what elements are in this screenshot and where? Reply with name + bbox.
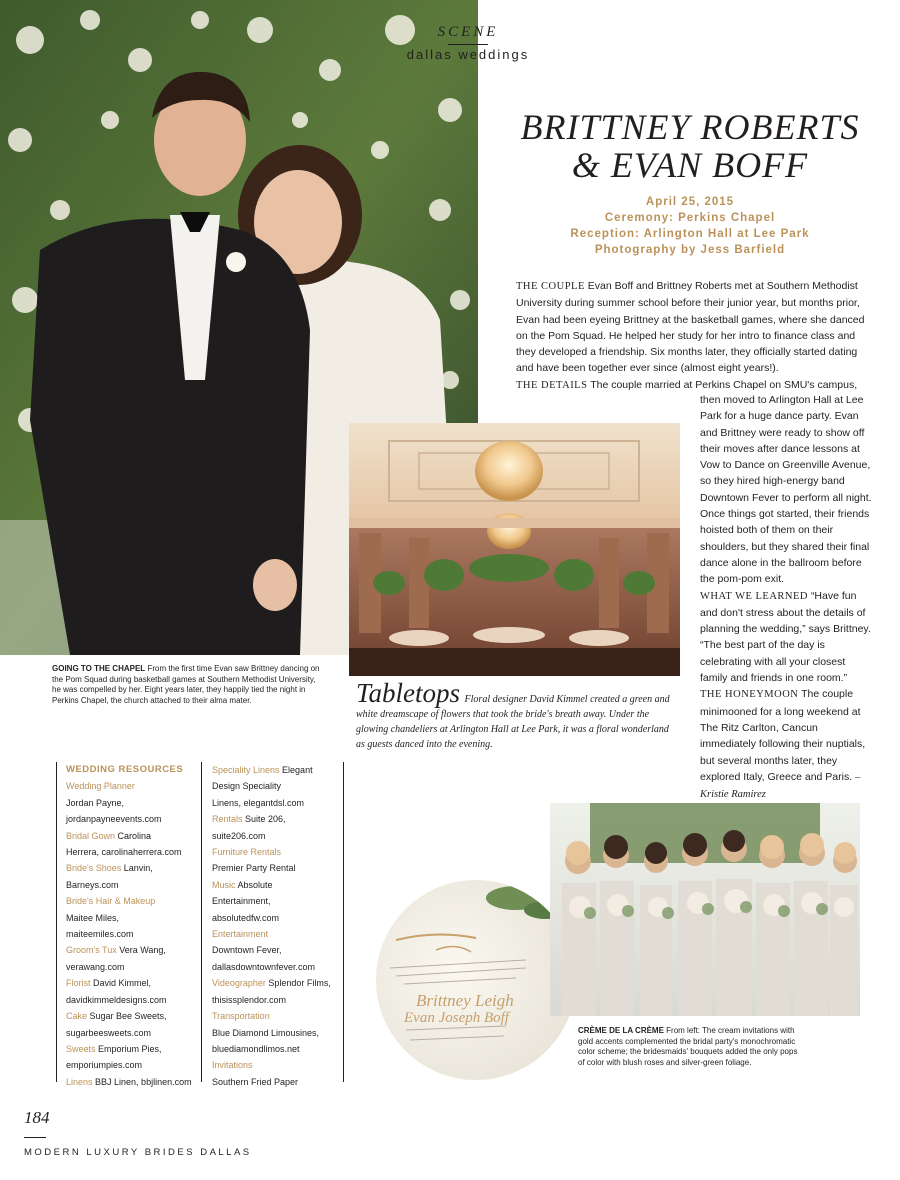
resource-line	[212, 992, 342, 1008]
resource-line	[66, 778, 198, 794]
resource-category: Videographer	[212, 978, 266, 989]
resource-category: Sweets	[66, 1043, 96, 1054]
resource-vendor: Jordan Payne,	[66, 797, 125, 808]
resource-vendor: Herrera, carolinaherrera.com	[66, 847, 182, 858]
section-mark	[396, 24, 540, 62]
resource-category: Cake	[66, 1011, 88, 1022]
resource-vendor: Barneys.com	[66, 879, 119, 890]
resource-category: Rentals	[212, 814, 243, 825]
chapel-caption-lead: GOING TO THE CHAPEL	[52, 664, 146, 673]
resources-column-2	[212, 762, 342, 1090]
event-photography: Photography by Jess Barfield	[594, 244, 786, 256]
resource-vendor: Splendor Films,	[265, 978, 331, 989]
resource-vendor: verawang.com	[66, 961, 125, 972]
resource-vendor: suite206.com	[212, 830, 266, 841]
resource-line	[66, 1025, 198, 1041]
invitation-groom-name: Evan Joseph Boff	[404, 1010, 509, 1026]
resource-line	[66, 1041, 198, 1057]
resource-line	[212, 942, 342, 958]
resource-line	[212, 1008, 342, 1024]
event-date: April 25, 2015	[645, 196, 735, 208]
ballroom-photo	[349, 423, 680, 676]
resource-line	[66, 844, 198, 860]
resource-line	[66, 1057, 198, 1073]
honeymoon-lead: THE HONEYMOON	[700, 689, 799, 701]
section-rule	[448, 44, 488, 45]
resource-vendor: dallasdowntownfever.com	[212, 961, 316, 972]
resource-line	[212, 926, 342, 942]
resource-vendor: Design Speciality	[212, 781, 282, 792]
learned-lead: WHAT WE LEARNED	[700, 590, 809, 602]
article-body-side	[700, 392, 872, 803]
resource-line	[212, 877, 342, 893]
resource-category: Bride's Shoes	[66, 863, 122, 874]
resource-category: Groom's Tux	[66, 945, 117, 956]
resource-vendor: Southern Fried Paper	[212, 1076, 299, 1087]
resource-line	[212, 910, 342, 926]
resource-line	[66, 1008, 198, 1024]
section-name: SCENE	[437, 24, 499, 40]
couple-lead: THE COUPLE	[516, 281, 585, 292]
resource-line	[212, 893, 342, 909]
resource-line	[66, 811, 198, 827]
resource-vendor: David Kimmel,	[90, 978, 152, 989]
resources-column-1	[66, 762, 198, 1090]
creme-caption-lead: CRÈME DE LA CRÈME	[578, 1026, 664, 1035]
resource-vendor: Vera Wang,	[116, 945, 166, 956]
resource-category: Speciality Linens	[212, 765, 280, 775]
resource-vendor: Suite 206,	[242, 814, 286, 825]
resource-category: Bridal Gown	[66, 830, 116, 841]
resource-vendor: Absolute	[235, 879, 273, 890]
magazine-name: MODERN LUXURY BRIDES DALLAS	[24, 1147, 252, 1158]
resource-vendor: Premier Party Rental	[212, 863, 296, 874]
learned-text: “Have fun and don't stress about the details of planning the wedding,” says Brittney. “The best part of the day is celebrating with all your closest family and friends in one room.”	[700, 589, 871, 685]
resource-line	[212, 975, 342, 991]
creme-caption-text: From left: The cream invitations with gold accents complemented the bridal party's monochromatic color scheme; the bridesmaids' bouquets added the only pops of color with blush roses and silver-green foliage.	[578, 1026, 798, 1067]
resource-line	[66, 992, 198, 1008]
resource-line	[212, 795, 342, 811]
resource-line	[66, 959, 198, 975]
resource-category: Music	[212, 879, 236, 890]
resource-line	[66, 910, 198, 926]
resource-vendor: BBJ Linen, bbjlinen.com	[92, 1076, 192, 1087]
page-number: 184	[24, 1108, 50, 1127]
resource-line	[212, 844, 342, 860]
resource-category: Wedding Planner	[66, 781, 135, 792]
details-continued: then moved to Arlington Hall at Lee Park for a huge dance party. Evan and Brittney were ready to show off their moves after dance lessons at Vow to Dance on Greenville Avenue, so they hired high-energy band Downtown Fever to perform all night. Once things got started, their friends hoisted both of them on their shoulders, but they shared their final dance alone in the ballroom before the pom-pom exit.	[700, 394, 872, 586]
resource-category: Entertainment	[212, 929, 269, 940]
event-ceremony: Ceremony: Perkins Chapel	[604, 212, 776, 224]
resource-line	[66, 942, 198, 958]
headline-line-1: BRITTNEY ROBERTS	[520, 107, 860, 147]
resource-line	[212, 762, 342, 778]
resource-line	[212, 1057, 342, 1073]
resource-vendor: Elegant	[279, 765, 313, 775]
resource-line	[212, 959, 342, 975]
event-reception: Reception: Arlington Hall at Lee Park	[570, 228, 810, 240]
resources-heading: WEDDING RESOURCES	[66, 764, 184, 775]
resource-line	[66, 975, 198, 991]
resource-vendor: Entertainment,	[212, 896, 271, 907]
resource-vendor: jordanpayneevents.com	[66, 814, 162, 825]
chapel-caption-text: From the first time Evan saw Brittney dancing on the Pom Squad during basketball games at Southern Methodist University, he was compelled by her. Eight years later, they happily tied the night in Perkins Chapel, the church attached to their alma mater.	[52, 664, 320, 705]
invitation-photo	[376, 880, 576, 1080]
ballroom-photo-art	[349, 423, 680, 676]
resource-vendor: davidkimmeldesigns.com	[66, 994, 167, 1005]
resource-vendor: absolutedfw.com	[212, 912, 280, 923]
resource-line	[212, 1074, 342, 1090]
resource-vendor: emporiumpies.com	[66, 1060, 143, 1071]
bridesmaids-photo	[550, 803, 860, 1016]
resources-rule-left	[56, 762, 57, 1082]
resource-line	[66, 828, 198, 844]
resource-line	[212, 828, 342, 844]
honeymoon-text: The couple minimooned for a long weekend at The Ritz Carlton, Cancun immediately following their nuptials, but several months later, they explored Italy, Greece and Paris.	[700, 688, 866, 783]
resource-category: Transportation	[212, 1011, 270, 1022]
resource-category: Florist	[66, 978, 91, 989]
resource-vendor: Emporium Pies,	[95, 1043, 162, 1054]
chapel-caption	[52, 664, 322, 706]
resource-vendor: maiteemiles.com	[66, 929, 134, 940]
resource-line	[66, 877, 198, 893]
resource-category: Invitations	[212, 1060, 253, 1071]
couple-text: Evan Boff and Brittney Roberts met at Southern Methodist University during summer school before their junior year, but months prior, Evan had been eyeing Brittney at the basketball games, where she danced on the Pom Squad. He helped her study for her intro to finance class and they developed a friendship. Six months later, they officially started dating and have been together ever since (almost eight years!).	[516, 280, 865, 375]
event-details	[500, 194, 880, 258]
resource-line	[66, 926, 198, 942]
resource-vendor: sugarbeesweets.com	[66, 1027, 152, 1038]
resource-line	[66, 860, 198, 876]
tabletops-caption	[356, 678, 676, 752]
bridesmaids-photo-art	[550, 803, 860, 1016]
resource-vendor: Carolina	[115, 830, 152, 841]
resources-rule-right	[343, 762, 344, 1082]
resource-line	[212, 1025, 342, 1041]
resource-line	[212, 778, 342, 794]
resource-vendor: bluediamondlimos.net	[212, 1043, 300, 1054]
resource-line	[212, 860, 342, 876]
creme-caption	[578, 1026, 798, 1068]
footer-rule	[24, 1137, 46, 1138]
resource-line	[66, 893, 198, 909]
resource-vendor: Maitee Miles,	[66, 912, 120, 923]
resource-vendor: Blue Diamond Limousines,	[212, 1027, 320, 1038]
resource-vendor: Lanvin,	[121, 863, 153, 874]
resource-vendor: thisissplendor.com	[212, 994, 287, 1005]
resource-category: Linens	[66, 1076, 93, 1087]
tabletops-title: Tabletops	[356, 678, 461, 708]
resource-category: Furniture Rentals	[212, 847, 282, 858]
section-subtitle: dallas weddings	[406, 47, 530, 62]
resource-category: Bride's Hair & Makeup	[66, 896, 156, 907]
invitation-photo-art	[376, 880, 576, 1080]
resource-line	[212, 811, 342, 827]
resource-line	[212, 1041, 342, 1057]
details-lead: THE DETAILS	[516, 379, 588, 391]
author-signature: –Kristie Ramirez	[700, 771, 861, 801]
article-body-main	[516, 278, 868, 394]
resource-vendor: Downtown Fever,	[212, 945, 282, 956]
resource-vendor: Sugar Bee Sweets,	[87, 1011, 167, 1022]
resources-rule-middle	[201, 762, 202, 1082]
resource-line	[66, 1074, 198, 1090]
resource-vendor: Linens, elegantdsl.com	[212, 797, 305, 808]
wedding-resources	[56, 762, 344, 1087]
details-text: The couple married at Perkins Chapel on SMU's campus,	[590, 378, 858, 391]
headline-line-2: & EVAN BOFF	[571, 145, 809, 185]
resource-line	[66, 795, 198, 811]
invitation-bride-name: Brittney Leigh	[416, 991, 514, 1010]
article-headline	[500, 108, 880, 184]
tabletops-text: Floral designer David Kimmel created a green and white dreamscape of flowers that took the bride's breath away. Under the glowing chandeliers at Arlington Hall at Lee Park, it was a floral wonderland as guests danced into the evening.	[356, 694, 670, 750]
